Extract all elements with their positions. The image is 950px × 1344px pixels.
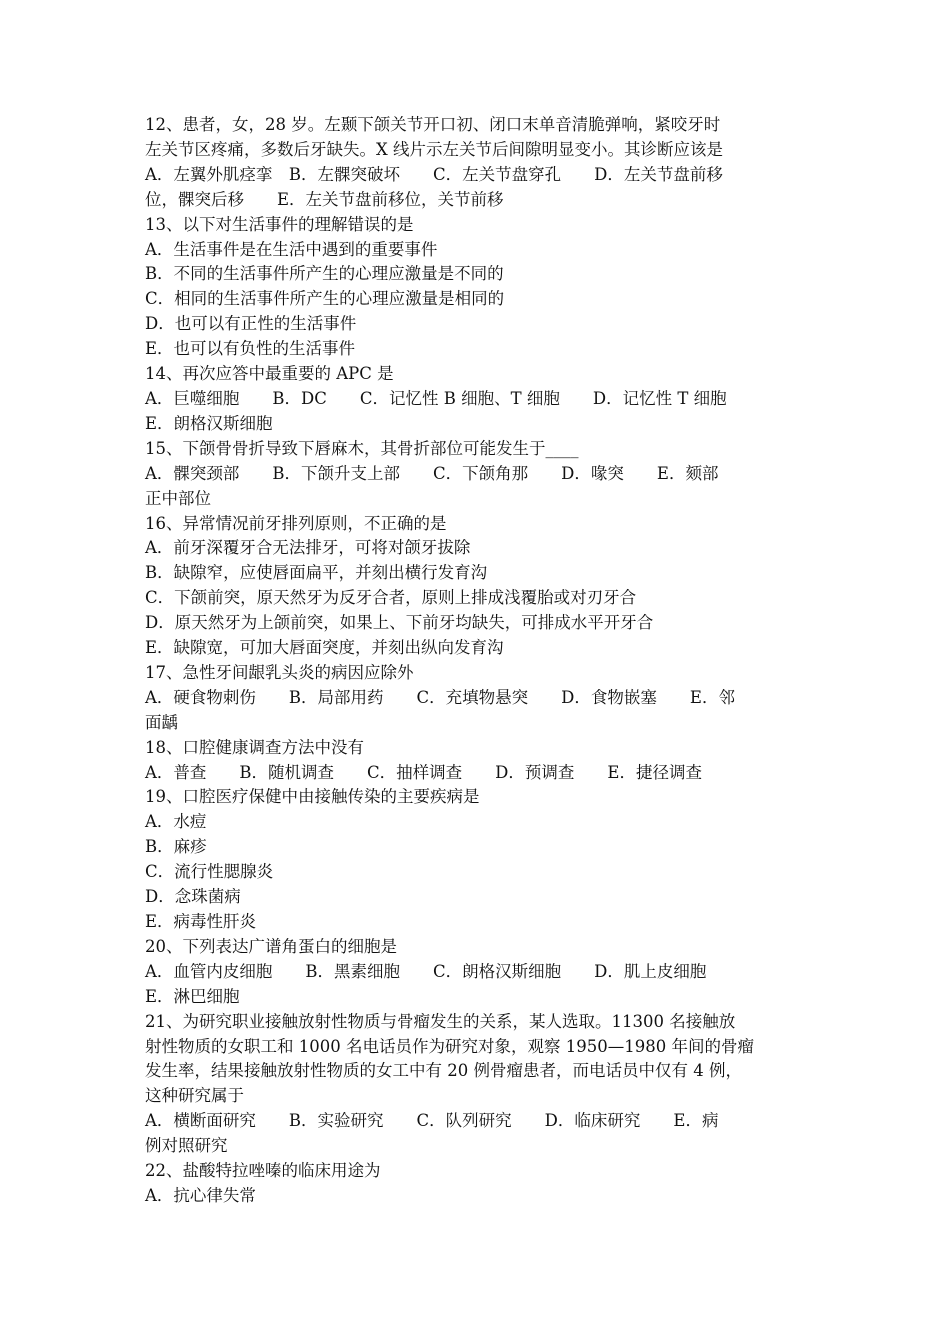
text-line: 射性物质的女职工和 1000 名电话员作为研究对象，观察 1950—1980 年间的骨瘤 — [145, 1036, 754, 1056]
text-line: A．左翼外肌痉挛 B．左髁突破坏 C．左关节盘穿孔 D．左关节盘前移 — [145, 164, 723, 184]
text-line: 17、急性牙间龈乳头炎的病因应除外 — [145, 662, 414, 682]
text-line: 例对照研究 — [145, 1136, 228, 1156]
text-line: A．普查 B．随机调查 C．抽样调查 D．预调查 E．捷径调查 — [145, 762, 702, 782]
text-line: A．血管内皮细胞 B．黑素细胞 C．朗格汉斯细胞 D．肌上皮细胞 — [145, 961, 707, 981]
text-line: A．抗心律失常 — [145, 1185, 256, 1205]
text-line: A．硬食物刺伤 B．局部用药 C．充填物悬突 D．食物嵌塞 E．邻 — [145, 687, 735, 707]
text-line: A．横断面研究 B．实验研究 C．队列研究 D．临床研究 E．病 — [145, 1111, 719, 1131]
text-line: 位，髁突后移 E．左关节盘前移位，关节前移 — [145, 189, 504, 209]
document-page — [145, 113, 809, 1209]
text-line: D．原天然牙为上颌前突，如果上、下前牙均缺失，可排成水平开牙合 — [145, 613, 654, 633]
text-line: 16、异常情况前牙排列原则，不正确的是 — [145, 513, 447, 533]
text-line: 20、下列表达广谱角蛋白的细胞是 — [145, 936, 397, 956]
text-line: 发生率，结果接触放射性物质的女工中有 20 例骨瘤患者，而电话员中仅有 4 例， — [145, 1061, 742, 1081]
text-line: B．麻疹 — [145, 837, 207, 857]
text-line: D．念珠菌病 — [145, 887, 241, 907]
text-line: C．流行性腮腺炎 — [145, 862, 274, 882]
text-line: C．下颌前突，原天然牙为反牙合者，原则上排成浅覆胎或对刃牙合 — [145, 588, 637, 608]
text-line: 15、下颌骨骨折导致下唇麻木，其骨折部位可能发生于____ — [145, 438, 579, 458]
text-line: A．水痘 — [145, 812, 207, 832]
text-line: E．也可以有负性的生活事件 — [145, 339, 356, 359]
text-line: E．缺隙宽，可加大唇面突度，并刻出纵向发育沟 — [145, 638, 504, 658]
text-line: 正中部位 — [145, 488, 211, 508]
text-line: B．缺隙窄，应使唇面扁平，并刻出横行发育沟 — [145, 563, 488, 583]
text-line: D．也可以有正性的生活事件 — [145, 314, 357, 334]
text-line: 22、盐酸特拉唑嗪的临床用途为 — [145, 1161, 381, 1181]
text-line: 面龋 — [145, 712, 178, 732]
text-line: 18、口腔健康调查方法中没有 — [145, 737, 364, 757]
text-line: 21、为研究职业接触放射性物质与骨瘤发生的关系，某人选取。11300 名接触放 — [145, 1011, 736, 1031]
text-line: 13、以下对生活事件的理解错误的是 — [145, 214, 414, 234]
text-line: 左关节区疼痛，多数后牙缺失。X 线片示左关节后间隙明显变小。其诊断应该是 — [145, 139, 723, 159]
text-line: 19、口腔医疗保健中由接触传染的主要疾病是 — [145, 787, 480, 807]
text-line: E．淋巴细胞 — [145, 986, 240, 1006]
text-line: B．不同的生活事件所产生的心理应激量是不同的 — [145, 264, 504, 284]
text-line: E．朗格汉斯细胞 — [145, 413, 273, 433]
text-line: 这种研究属于 — [145, 1086, 244, 1106]
text-line: A．巨噬细胞 B．DC C．记忆性 B 细胞、T 细胞 D．记忆性 T 细胞 — [145, 388, 727, 408]
text-line: C．相同的生活事件所产生的心理应激量是相同的 — [145, 289, 505, 309]
text-line: E．病毒性肝炎 — [145, 912, 257, 931]
text-line: A．生活事件是在生活中遇到的重要事件 — [145, 239, 438, 259]
text-line: 14、再次应答中最重要的 APC 是 — [145, 364, 394, 384]
text-line: A．前牙深覆牙合无法排牙，可将对颌牙拔除 — [145, 538, 471, 558]
text-line: A．髁突颈部 B．下颌升支上部 C．下颌角那 D．喙突 E．颏部 — [145, 463, 719, 483]
text-line: 12、患者，女，28 岁。左颞下颌关节开口初、闭口末单音清脆弹响，紧咬牙时 — [145, 115, 721, 134]
